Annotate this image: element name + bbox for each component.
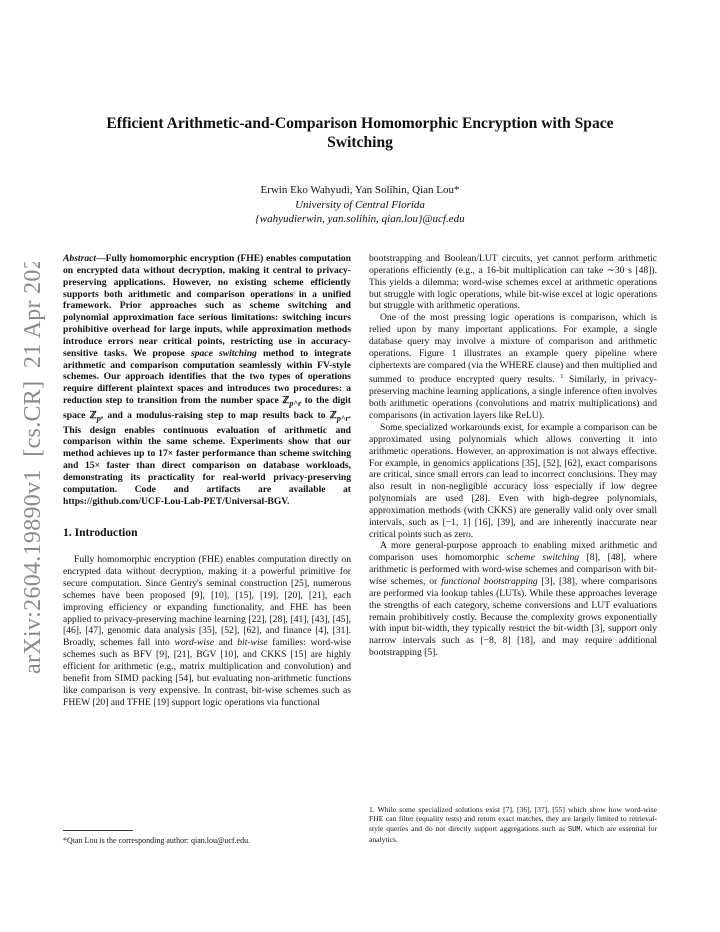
footnote-corresponding-author: *Qian Lou is the corresponding author: qian.lou@ucf.edu. bbox=[63, 836, 251, 845]
footnote-marker: 1 bbox=[560, 373, 564, 381]
right-paragraph-0: bootstrapping and Boolean/LUT circuits, yet cannot perform arithmetic operations efficiently (e.g., a 16-bit multiplication can take ∼30 s [48]). This yields a dilemma: word-wise schemes excel at arithmetic operations but struggle with logic operations, while bit-wise excel at logic operations but struggle with arithmetic operations. bbox=[369, 253, 657, 312]
right-paragraph-2: Some specialized workarounds exist, for example a comparison can be approximated using polynomials which allows converting it into arithmetic operations. However, an approximation is not always effective. For example, in genomics applications [35], [52], [62], exact comparisons are critical, since small errors can lead to incorrect conclusions. They may also result in non-negligible accuracy loss especially if low degree polynomials are used [28]. Even with high-degree polynomials, approximation methods (with CKKS) are generally valid only over small intervals, such as [−1, 1] [16], [39], and are inherently inaccurate near critical points such as zero. bbox=[369, 422, 657, 540]
right-text-1a: One of the most pressing logic operations is comparison, which is relied upon by many important applications. For example, a single database query may involve a mixture of comparison and arithmetic operations. Figure 1 illustrates an example query pipeline where ciphertexts are compared (via the WHERE clause) and then multiplied and summed to produce encrypted query results. bbox=[369, 312, 657, 386]
footnote-1-text-a: 1. While some specialized solutions exist [7], [36], [37], [55] which show how word-wise FHE can filter (equality tests) and return exact matches, they are largely limited to retrieval-style queries and do not directly support aggregations such as bbox=[369, 805, 657, 833]
footnote-1-sum: SUM bbox=[567, 825, 581, 834]
author-emails: {wahyudierwin, yan.solihin, qian.lou}@ucf.edu bbox=[255, 213, 465, 225]
scheme-switching-term: scheme switching bbox=[506, 552, 580, 564]
abstract-text-5: . This design enables continuous evaluation of arithmetic and comparison within the same scheme. Experiments show that our method achieves up to 17× faster performance than scheme switching and 15× faster than direct comparison on database workloads, demonstrating its practicality for real-world privacy-preserving computation. Code and artifacts are available at https://github.com/UCF-Lou-Lab-PET/Universal-BGV. bbox=[63, 409, 351, 507]
title-line-1: Efficient Arithmetic-and-Comparison Homomorphic Encryption with Space bbox=[106, 115, 614, 132]
abstract bbox=[63, 253, 351, 508]
author-names: Erwin Eko Wahyudi, Yan Solihin, Qian Lou* bbox=[260, 184, 460, 196]
right-text-3b: [8], [48], where arithmetic is performed with word-wise schemes and comparison with bit-wise schemes, or bbox=[369, 552, 657, 587]
abstract-sub-3: p^r bbox=[336, 413, 349, 423]
abstract-lead: Abstract bbox=[63, 253, 97, 264]
author-block bbox=[80, 183, 640, 227]
intro-text-1: Fully homomorphic encryption (FHE) enables computation directly on encrypted data without decryption, making it a powerful primitive for secure computation. Since Gentry's seminal construction [25], numerous schemes have been proposed [9], [10], [15], [19], [20], [21], each improving efficiency or expanding functionality, and FHE has been applied to privacy-preserving machine learning [22], [28], [41], [43], [45], [46], [47], genomic data analysis [35], [52], [62], and finance [4], [31]. Broadly, schemes fall into bbox=[63, 554, 351, 649]
paper-title bbox=[80, 114, 640, 152]
abstract-text-2: method to integrate arithmetic and comparison computation seamlessly within FV-style schemes. Our approach identifies that the two types of operations require different plaintext spaces and introduces two procedures: a reduction step to transition from the number space ℤ bbox=[63, 347, 352, 407]
right-paragraph-3 bbox=[369, 540, 657, 658]
footnote-1 bbox=[369, 805, 657, 845]
abstract-sub-1: p^r bbox=[289, 399, 302, 409]
intro-paragraph bbox=[63, 554, 351, 708]
footnote-rule bbox=[63, 830, 133, 831]
abstract-text-1: —Fully homomorphic encryption (FHE) enables computation on encrypted data without decryption, making it central to privacy-preserving applications. However, no existing scheme efficiently supports both arithmetic and comparison operations in a unified framework. Prior approaches such as scheme switching and polynomial approximation face serious limitations: switching incurs prohibitive overhead for large inputs, while approximation methods introduce errors near critical points, restricting use in accuracy-sensitive tasks. We propose bbox=[63, 253, 351, 359]
right-paragraph-1 bbox=[369, 312, 657, 422]
arxiv-stamp-text: arXiv:2604.19890v1 [cs.CR] 21 Apr 2026 bbox=[20, 262, 46, 674]
abstract-text-3: to the digit space ℤ bbox=[63, 395, 351, 421]
title-line-2: Switching bbox=[327, 134, 393, 151]
right-text-1b: Similarly, in privacy-preserving machine learning applications, a single inference often involves both arithmetic operations (convolutions and matrix multiplications) and comparisons (in activation layers like ReLU). bbox=[369, 374, 657, 422]
arxiv-stamp bbox=[8, 262, 54, 682]
right-column bbox=[369, 253, 657, 659]
intro-text-2: families: word-wise schemes such as BFV [9], [21], BGV [10], and CKKS [15] are highly efficient for arithmetic (e.g., matrix multiplication and convolution) and benefit from SIMD packing [54], but evaluating non-arithmetic functions like comparison is very expensive. In contrast, bit-wise schemes such as FHEW [20] and TFHE [19] support logic operations via functional bbox=[63, 637, 351, 708]
abstract-sub-2: p bbox=[96, 413, 101, 423]
abstract-text-4: , and a modulus-raising step to map results back to ℤ bbox=[100, 409, 337, 421]
right-text-3a: A more general-purpose approach to enabling mixed arithmetic and comparison uses homomorphic bbox=[369, 540, 657, 564]
section-heading-introduction: 1. Introduction bbox=[63, 525, 138, 539]
footnote-1-text-b: , which are essential for analytics. bbox=[369, 823, 657, 845]
intro-and: and bbox=[214, 637, 238, 649]
intro-word-wise: word-wise bbox=[174, 637, 215, 649]
right-text-3c: [3], [38], where comparisons are performed via lookup tables (LUTs). While these approaches leverage the strengths of each category, scheme conversions and LUT evaluations remain prohibitively costly. Because the complexity grows exponentially with input bit-width, they typically restrict the bit-width [3], support only narrow intervals such as [−8, 8] [18], and may require additional bootstrapping [5]. bbox=[369, 575, 657, 659]
left-column bbox=[63, 253, 351, 708]
functional-bootstrapping-term: functional bootstrapping bbox=[441, 575, 538, 587]
abstract-emphasis: space switching bbox=[190, 347, 257, 359]
affiliation: University of Central Florida bbox=[295, 198, 425, 211]
intro-bit-wise: bit-wise bbox=[237, 637, 268, 649]
